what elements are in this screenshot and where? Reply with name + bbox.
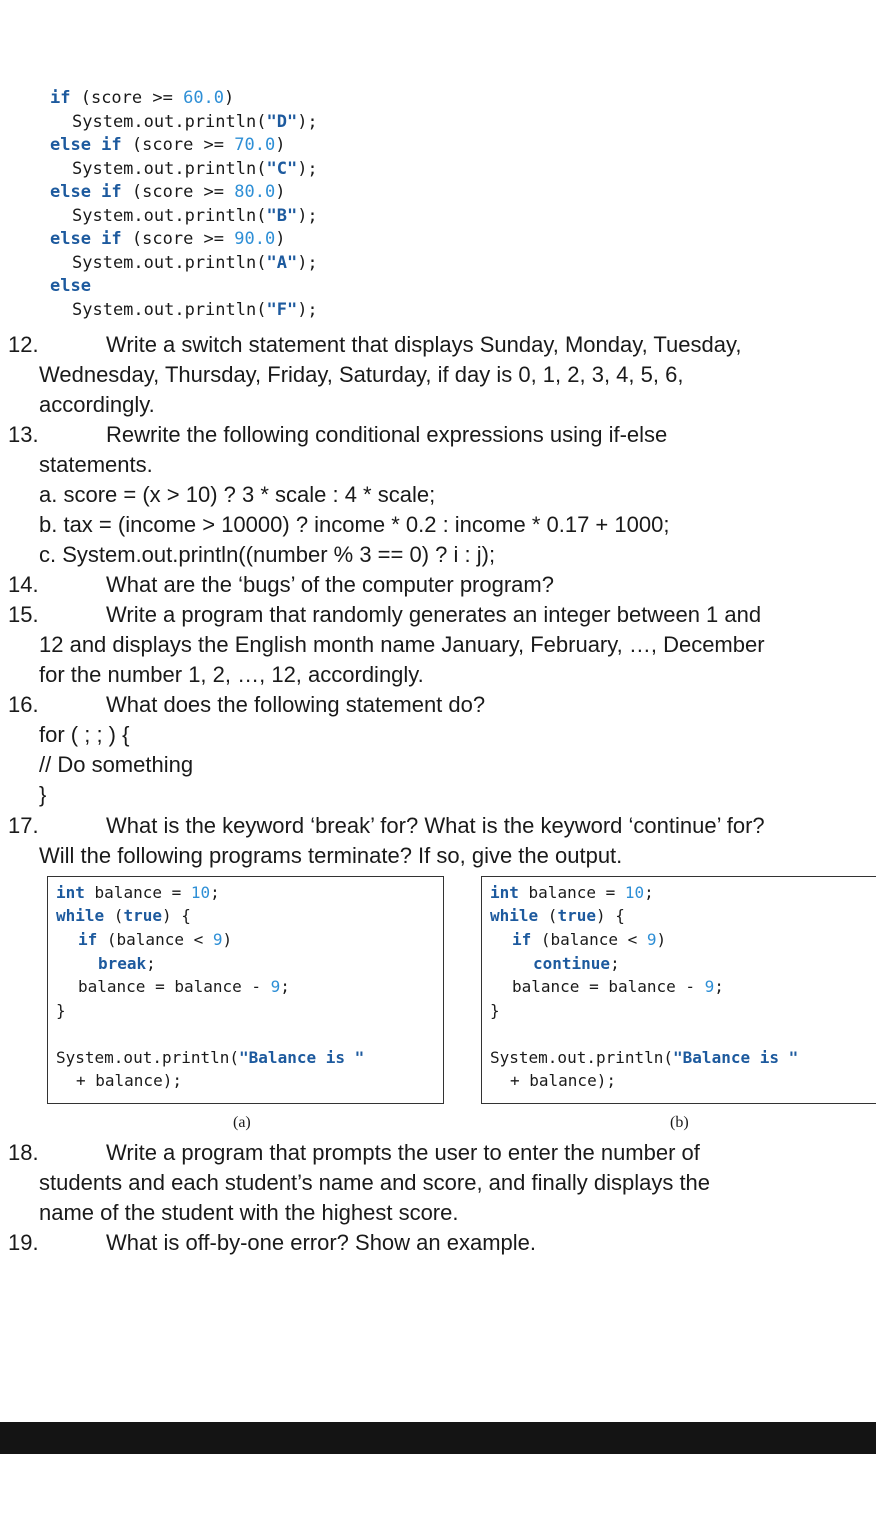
code-box-b bbox=[481, 876, 876, 1104]
question-text: Rewrite the following conditional expressions using if-else bbox=[106, 422, 668, 447]
code-line: balance = balance - 9; bbox=[512, 977, 724, 996]
question-text: What does the following statement do? bbox=[106, 692, 486, 717]
question-number: 14. bbox=[8, 572, 39, 597]
question-subitem: c. System.out.println((number % 3 == 0) ? i : j); bbox=[39, 542, 496, 567]
question-text: students and each student’s name and score, and finally displays the bbox=[39, 1170, 711, 1195]
code-line: else if (score >= 90.0) bbox=[50, 229, 286, 249]
code-line: + balance); bbox=[76, 1071, 182, 1090]
caption-a: (a) bbox=[233, 1114, 251, 1131]
question-text: Will the following programs terminate? If so, give the output. bbox=[39, 843, 623, 868]
code-box-a bbox=[47, 876, 444, 1104]
question-number: 16. bbox=[8, 692, 39, 717]
code-line: else if (score >= 70.0) bbox=[50, 135, 286, 155]
code-line: int balance = 10; bbox=[56, 883, 220, 902]
question-text: Wednesday, Thursday, Friday, Saturday, if day is 0, 1, 2, 3, 4, 5, 6, bbox=[39, 362, 684, 387]
code-line: System.out.println("Balance is " bbox=[56, 1048, 365, 1067]
code-line: continue; bbox=[533, 954, 620, 973]
code-line: balance = balance - 9; bbox=[78, 977, 290, 996]
question-number: 12. bbox=[8, 332, 39, 357]
question-number: 18. bbox=[8, 1140, 39, 1165]
code-line: System.out.println("A"); bbox=[72, 253, 318, 273]
question-text: What are the ‘bugs’ of the computer program? bbox=[106, 572, 554, 597]
question-code: for ( ; ; ) { bbox=[39, 722, 130, 747]
code-line: } bbox=[56, 1001, 66, 1020]
code-line: break; bbox=[98, 954, 156, 973]
question-code: // Do something bbox=[39, 752, 194, 777]
code-line: while (true) { bbox=[490, 906, 625, 925]
code-line: } bbox=[490, 1001, 500, 1020]
question-text: name of the student with the highest score. bbox=[39, 1200, 459, 1225]
code-line: else bbox=[50, 276, 91, 296]
code-line: System.out.println("C"); bbox=[72, 159, 318, 179]
question-text: 12 and displays the English month name January, February, …, December bbox=[39, 632, 765, 657]
question-number: 13. bbox=[8, 422, 39, 447]
code-line: else if (score >= 80.0) bbox=[50, 182, 286, 202]
code-line: + balance); bbox=[510, 1071, 616, 1090]
question-text: What is the keyword ‘break’ for? What is the keyword ‘continue’ for? bbox=[106, 813, 765, 838]
code-line: System.out.println("B"); bbox=[72, 206, 318, 226]
question-text: for the number 1, 2, …, 12, accordingly. bbox=[39, 662, 424, 687]
question-text: What is off-by-one error? Show an example. bbox=[106, 1230, 537, 1255]
code-line: int balance = 10; bbox=[490, 883, 654, 902]
code-line: if (score >= 60.0) bbox=[50, 88, 235, 108]
question-code: } bbox=[39, 782, 47, 807]
question-text: Write a program that randomly generates an integer between 1 and bbox=[106, 602, 762, 627]
code-line: System.out.println("Balance is " bbox=[490, 1048, 799, 1067]
caption-b: (b) bbox=[670, 1114, 689, 1131]
question-subitem: a. score = (x > 10) ? 3 * scale : 4 * scale; bbox=[39, 482, 436, 507]
code-line: System.out.println("D"); bbox=[72, 112, 318, 132]
code-line: if (balance < 9) bbox=[512, 930, 667, 949]
question-text: statements. bbox=[39, 452, 153, 477]
code-line: if (balance < 9) bbox=[78, 930, 233, 949]
question-text: accordingly. bbox=[39, 392, 155, 417]
code-line: while (true) { bbox=[56, 906, 191, 925]
code-line: System.out.println("F"); bbox=[72, 300, 318, 320]
question-number: 19. bbox=[8, 1230, 39, 1255]
question-text: Write a switch statement that displays Sunday, Monday, Tuesday, bbox=[106, 332, 742, 357]
question-text: Write a program that prompts the user to enter the number of bbox=[106, 1140, 700, 1165]
question-number: 15. bbox=[8, 602, 39, 627]
question-subitem: b. tax = (income > 10000) ? income * 0.2 : income * 0.17 + 1000; bbox=[39, 512, 670, 537]
question-number: 17. bbox=[8, 813, 39, 838]
bottom-bar bbox=[0, 1422, 876, 1454]
